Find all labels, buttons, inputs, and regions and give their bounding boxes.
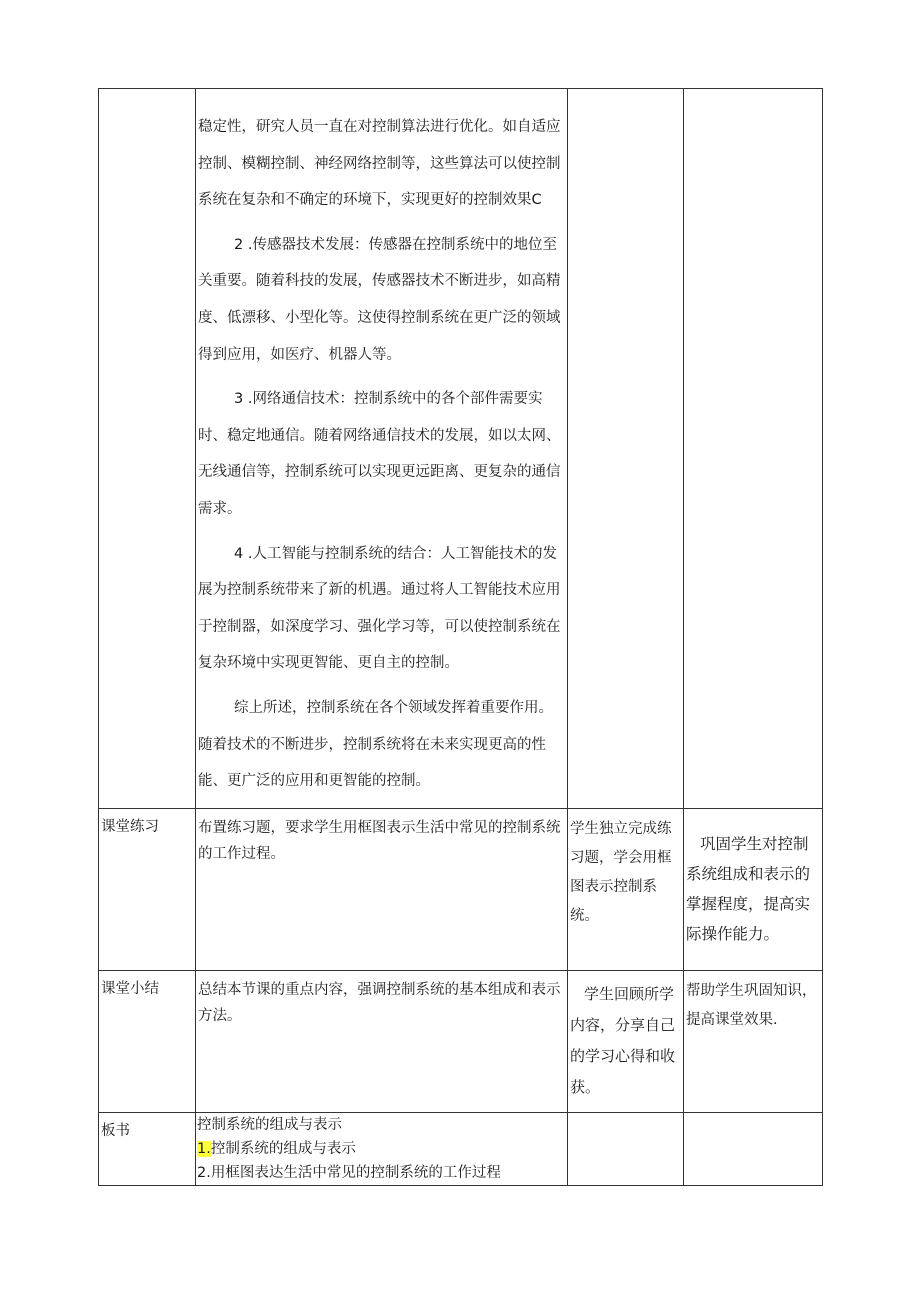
board-content — [196, 1112, 568, 1185]
paragraph: 3 .网络通信技术：控制系统中的各个部件需要实时、稳定地通信。随着网络通信技术的发展，如以太网、无线通信等，控制系统可以实现更远距离、更复杂的通信需求。 — [198, 391, 561, 517]
stage-cell-empty — [99, 89, 196, 809]
board-item-2: 2.用框图表达生活中常见的控制系统的工作过程 — [197, 1164, 501, 1181]
lesson-plan-table — [98, 88, 823, 1186]
content-paragraphs — [196, 89, 567, 800]
paragraph: 综上所述，控制系统在各个领域发挥着重要作用。随着技术的不断进步，控制系统将在未来实现更高的性能、更广泛的应用和更智能的控制。 — [198, 699, 553, 790]
paragraph: 稳定性，研究人员一直在对控制算法进行优化。如自适应控制、模糊控制、神经网络控制等，这些算法可以使控制系统在复杂和不确定的环境下，实现更好的控制效果C — [198, 119, 561, 209]
board-item-text: 控制系统的组成与表示 — [210, 1140, 356, 1157]
intent-cell-empty — [684, 89, 823, 809]
continuation-row — [99, 89, 823, 809]
paragraph: 2 .传感器技术发展：传感器在控制系统中的地位至关重要。随着科技的发展，传感器技术不断进步，如高精度、低漂移、小型化等。这使得控制系统在更广泛的领域得到应用，如医疗、机器人等。 — [198, 236, 561, 363]
student-cell-empty — [568, 89, 684, 809]
student-cell-empty — [568, 1112, 684, 1185]
board-row — [99, 1112, 823, 1185]
student-activity: 学生回顾所学内容，分享自己的学习心得和收获。 — [570, 984, 676, 1096]
practice-row — [99, 808, 823, 970]
board-title: 控制系统的组成与表示 — [197, 1116, 342, 1133]
content-cell — [196, 89, 568, 809]
stage-label: 课堂练习 — [101, 818, 159, 835]
design-intent: 帮助学生巩固知识，提高课堂效果. — [686, 982, 817, 1028]
student-activity: 学生独立完成练习题，学会用框图表示控制系统。 — [570, 820, 672, 924]
summary-row — [99, 970, 823, 1112]
intent-cell-empty — [684, 1112, 823, 1185]
paragraph: 4 .人工智能与控制系统的结合：人工智能技术的发展为控制系统带来了新的机遇。通过将人工智能技术应用于控制器，如深度学习、强化学习等，可以使控制系统在复杂环境中实现更智能、更自主的控制。 — [198, 545, 561, 672]
stage-label: 课堂小结 — [101, 980, 159, 997]
board-item-1 — [196, 1137, 567, 1161]
teacher-activity: 布置练习题，要求学生用框图表示生活中常见的控制系统的工作过程。 — [198, 819, 561, 862]
stage-label: 板书 — [101, 1122, 130, 1139]
design-intent: 巩固学生对控制系统组成和表示的掌握程度，提高实际操作能力。 — [686, 834, 811, 943]
highlighted-number: 1. — [197, 1140, 211, 1157]
teacher-activity: 总结本节课的重点内容，强调控制系统的基本组成和表示方法。 — [198, 981, 561, 1024]
